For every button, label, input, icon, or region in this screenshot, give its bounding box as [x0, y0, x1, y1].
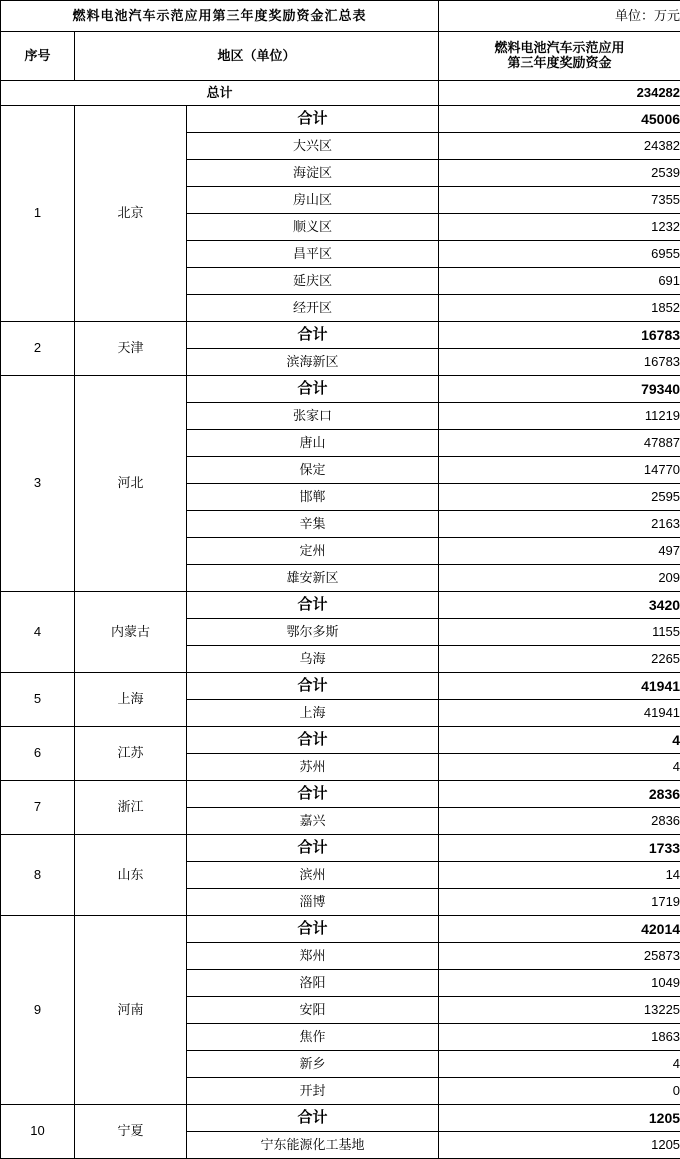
sub-region-name: 辛集 — [187, 511, 439, 538]
subtotal-label: 合计 — [187, 322, 439, 349]
sub-region-name: 乌海 — [187, 646, 439, 673]
sub-region-name: 安阳 — [187, 997, 439, 1024]
table-row — [1, 916, 680, 943]
row-sequence: 2 — [1, 322, 75, 376]
subtotal-value: 4 — [439, 727, 680, 754]
sub-region-name: 宁东能源化工基地 — [187, 1132, 439, 1159]
header-row — [1, 32, 680, 81]
region-name: 山东 — [75, 835, 187, 916]
region-name: 江苏 — [75, 727, 187, 781]
sub-region-amount: 2539 — [439, 160, 680, 187]
table-row — [1, 727, 680, 754]
region-name: 浙江 — [75, 781, 187, 835]
sub-region-amount: 0 — [439, 1078, 680, 1105]
sub-region-name: 定州 — [187, 538, 439, 565]
page-title: 燃料电池汽车示范应用第三年度奖励资金汇总表 — [1, 1, 439, 32]
region-name: 内蒙古 — [75, 592, 187, 673]
sub-region-name: 新乡 — [187, 1051, 439, 1078]
grand-total-label: 总计 — [1, 81, 439, 106]
row-sequence: 9 — [1, 916, 75, 1105]
column-header-amount-line2: 第三年度奖励资金 — [439, 56, 680, 71]
region-name: 河南 — [75, 916, 187, 1105]
table-row — [1, 592, 680, 619]
row-sequence: 4 — [1, 592, 75, 673]
sub-region-amount: 1852 — [439, 295, 680, 322]
sub-region-amount: 1863 — [439, 1024, 680, 1051]
sub-region-name: 邯郸 — [187, 484, 439, 511]
subtotal-label: 合计 — [187, 376, 439, 403]
sub-region-amount: 16783 — [439, 349, 680, 376]
subtotal-value: 2836 — [439, 781, 680, 808]
row-sequence: 3 — [1, 376, 75, 592]
subtotal-label: 合计 — [187, 592, 439, 619]
sub-region-amount: 2595 — [439, 484, 680, 511]
sub-region-name: 郑州 — [187, 943, 439, 970]
subtotal-label: 合计 — [187, 727, 439, 754]
sub-region-amount: 14 — [439, 862, 680, 889]
row-sequence: 6 — [1, 727, 75, 781]
subtotal-label: 合计 — [187, 916, 439, 943]
sub-region-amount: 7355 — [439, 187, 680, 214]
sub-region-name: 唐山 — [187, 430, 439, 457]
sub-region-name: 焦作 — [187, 1024, 439, 1051]
column-header-amount — [439, 32, 680, 81]
subtotal-label: 合计 — [187, 106, 439, 133]
subtotal-label: 合计 — [187, 1105, 439, 1132]
sub-region-amount: 1049 — [439, 970, 680, 997]
region-name: 北京 — [75, 106, 187, 322]
sub-region-name: 延庆区 — [187, 268, 439, 295]
sub-region-name: 昌平区 — [187, 241, 439, 268]
row-sequence: 5 — [1, 673, 75, 727]
table-row — [1, 376, 680, 403]
row-sequence: 7 — [1, 781, 75, 835]
sub-region-name: 鄂尔多斯 — [187, 619, 439, 646]
region-name: 上海 — [75, 673, 187, 727]
sub-region-amount: 47887 — [439, 430, 680, 457]
sub-region-amount: 1232 — [439, 214, 680, 241]
sub-region-amount: 4 — [439, 754, 680, 781]
region-name: 宁夏 — [75, 1105, 187, 1159]
subtotal-label: 合计 — [187, 835, 439, 862]
sub-region-name: 嘉兴 — [187, 808, 439, 835]
title-row — [1, 1, 680, 32]
subtotal-label: 合计 — [187, 781, 439, 808]
table-row — [1, 781, 680, 808]
sub-region-amount: 24382 — [439, 133, 680, 160]
sub-region-amount: 1155 — [439, 619, 680, 646]
sub-region-name: 上海 — [187, 700, 439, 727]
sub-region-amount: 209 — [439, 565, 680, 592]
sub-region-name: 淄博 — [187, 889, 439, 916]
subtotal-value: 79340 — [439, 376, 680, 403]
row-sequence: 1 — [1, 106, 75, 322]
sub-region-amount: 2836 — [439, 808, 680, 835]
region-name: 天津 — [75, 322, 187, 376]
grand-total-row — [1, 81, 680, 106]
sub-region-amount: 4 — [439, 1051, 680, 1078]
sub-region-amount: 6955 — [439, 241, 680, 268]
sub-region-amount: 1719 — [439, 889, 680, 916]
sub-region-amount: 691 — [439, 268, 680, 295]
sub-region-name: 大兴区 — [187, 133, 439, 160]
table-body — [1, 1, 680, 1159]
grand-total-value: 234282 — [439, 81, 680, 106]
region-name: 河北 — [75, 376, 187, 592]
sub-region-amount: 14770 — [439, 457, 680, 484]
sub-region-amount: 2163 — [439, 511, 680, 538]
subtotal-value: 1733 — [439, 835, 680, 862]
sub-region-name: 开封 — [187, 1078, 439, 1105]
sub-region-name: 经开区 — [187, 295, 439, 322]
row-sequence: 10 — [1, 1105, 75, 1159]
subtotal-label: 合计 — [187, 673, 439, 700]
sub-region-amount: 13225 — [439, 997, 680, 1024]
sub-region-amount: 11219 — [439, 403, 680, 430]
subtotal-value: 16783 — [439, 322, 680, 349]
sub-region-name: 顺义区 — [187, 214, 439, 241]
table-row — [1, 1105, 680, 1132]
sub-region-name: 保定 — [187, 457, 439, 484]
subtotal-value: 3420 — [439, 592, 680, 619]
sub-region-amount: 2265 — [439, 646, 680, 673]
sub-region-name: 房山区 — [187, 187, 439, 214]
sub-region-name: 雄安新区 — [187, 565, 439, 592]
subtotal-value: 45006 — [439, 106, 680, 133]
sub-region-amount: 41941 — [439, 700, 680, 727]
column-header-amount-line1: 燃料电池汽车示范应用 — [439, 41, 680, 56]
unit-note: 单位：万元 — [439, 1, 680, 32]
subtotal-value: 41941 — [439, 673, 680, 700]
sub-region-name: 滨海新区 — [187, 349, 439, 376]
table-row — [1, 835, 680, 862]
sub-region-name: 滨州 — [187, 862, 439, 889]
subtotal-value: 1205 — [439, 1105, 680, 1132]
table-row — [1, 673, 680, 700]
table-row — [1, 106, 680, 133]
sub-region-amount: 25873 — [439, 943, 680, 970]
column-header-region: 地区（单位） — [75, 32, 439, 81]
sub-region-name: 洛阳 — [187, 970, 439, 997]
sub-region-amount: 1205 — [439, 1132, 680, 1159]
sub-region-name: 张家口 — [187, 403, 439, 430]
sub-region-amount: 497 — [439, 538, 680, 565]
table-row — [1, 322, 680, 349]
subtotal-value: 42014 — [439, 916, 680, 943]
row-sequence: 8 — [1, 835, 75, 916]
sub-region-name: 苏州 — [187, 754, 439, 781]
column-header-seq: 序号 — [1, 32, 75, 81]
sub-region-name: 海淀区 — [187, 160, 439, 187]
